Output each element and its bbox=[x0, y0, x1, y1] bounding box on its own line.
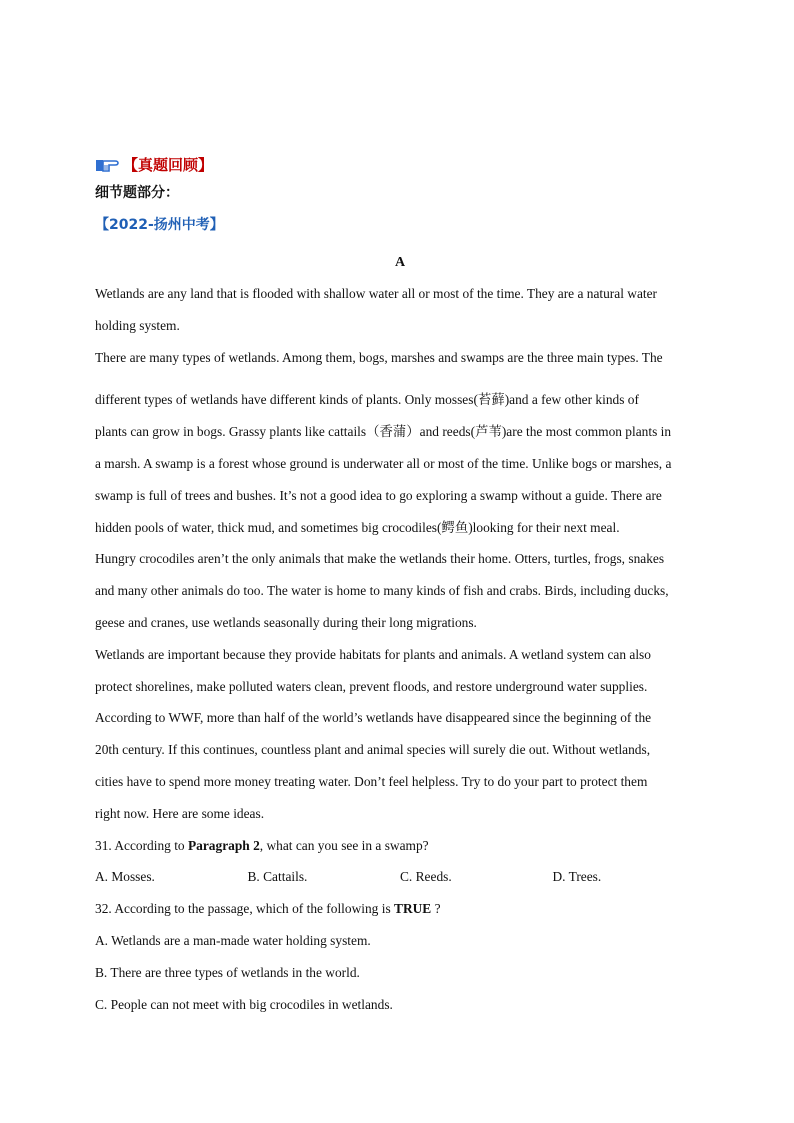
option-a[interactable]: A. Wetlands are a man-made water holding system. bbox=[95, 932, 371, 948]
passage-line: hidden pools of water, thick mud, and sometimes big crocodiles(鳄鱼)looking for their next meal. bbox=[95, 519, 620, 535]
question-32 bbox=[95, 893, 705, 1020]
option-c[interactable]: C. Reeds. bbox=[400, 869, 452, 885]
passage-line: plants can grow in bogs. Grassy plants like cattails（香蒲）and reeds(芦苇)are the most common plants in bbox=[95, 424, 672, 440]
passage-line: different types of wetlands have different kinds of plants. Only mosses(苔藓)and a few other kinds of bbox=[95, 392, 639, 408]
passage-line: holding system. bbox=[95, 317, 180, 333]
question-text: , what can you see in a swamp? bbox=[259, 837, 429, 853]
passage-line: Hungry crocodiles aren’t the only animals that make the wetlands their home. Otters, turtles, frogs, snakes bbox=[95, 551, 665, 567]
question-31-options bbox=[95, 861, 705, 893]
section-header-title: 【真题回顾】 bbox=[123, 155, 214, 174]
section-label: 细节题部分： bbox=[95, 185, 179, 201]
option-d[interactable]: D. Trees. bbox=[552, 869, 602, 885]
passage-line: protect shorelines, make polluted waters clean, prevent floods, and restore underground water supplies. bbox=[95, 678, 648, 694]
question-text: 32. According to the passage, which of the following is bbox=[95, 901, 395, 917]
question-32-stem bbox=[95, 893, 705, 925]
option-b[interactable]: B. There are three types of wetlands in the world. bbox=[95, 964, 360, 980]
passage-text bbox=[95, 278, 705, 830]
source-label: 【2022-扬州中考】 bbox=[95, 217, 224, 233]
passage-line: There are many types of wetlands. Among them, bogs, marshes and swamps are the three main types. The bbox=[95, 349, 663, 365]
option-b[interactable]: B. Cattails. bbox=[247, 869, 308, 885]
passage-line: swamp is full of trees and bushes. It’s not a good idea to go exploring a swamp without a guide. There are bbox=[95, 487, 662, 503]
passage-line: and many other animals do too. The water is home to many kinds of fish and crabs. Birds, including ducks, bbox=[95, 583, 669, 599]
option-c[interactable]: C. People can not meet with big crocodiles in wetlands. bbox=[95, 996, 393, 1012]
passage-line: Wetlands are important because they provide habitats for plants and animals. A wetland system can also bbox=[95, 646, 651, 662]
passage-line: 20th century. If this continues, countless plant and animal species will surely die out. Without wetlands, bbox=[95, 742, 651, 758]
passage-line: geese and cranes, use wetlands seasonally during their long migrations. bbox=[95, 614, 477, 630]
question-text: ? bbox=[431, 901, 441, 917]
passage-line: Wetlands are any land that is flooded with shallow water all or most of the time. They are a natural water bbox=[95, 286, 658, 301]
question-text: 31. According to bbox=[95, 837, 188, 853]
passage-line: a marsh. A swamp is a forest whose ground is underwater all or most of the time. Unlike bogs or marshes, a bbox=[95, 455, 672, 471]
question-31-stem bbox=[95, 830, 705, 862]
header-line bbox=[95, 150, 705, 178]
passage-line: right now. Here are some ideas. bbox=[95, 805, 265, 821]
passage-line: cities have to spend more money treating water. Don’t feel helpless. Try to do your part to protect them bbox=[95, 773, 648, 789]
pointing-hand-icon bbox=[95, 155, 119, 173]
question-31 bbox=[95, 830, 705, 894]
passage-line: According to WWF, more than half of the world’s wetlands have disappeared since the beginning of the bbox=[95, 710, 652, 726]
option-a[interactable]: A. Mosses. bbox=[95, 869, 155, 885]
question-emphasis: Paragraph 2 bbox=[187, 837, 260, 853]
question-emphasis: TRUE bbox=[394, 901, 432, 917]
worksheet-page bbox=[95, 150, 705, 1020]
passage-letter: A bbox=[394, 255, 406, 270]
